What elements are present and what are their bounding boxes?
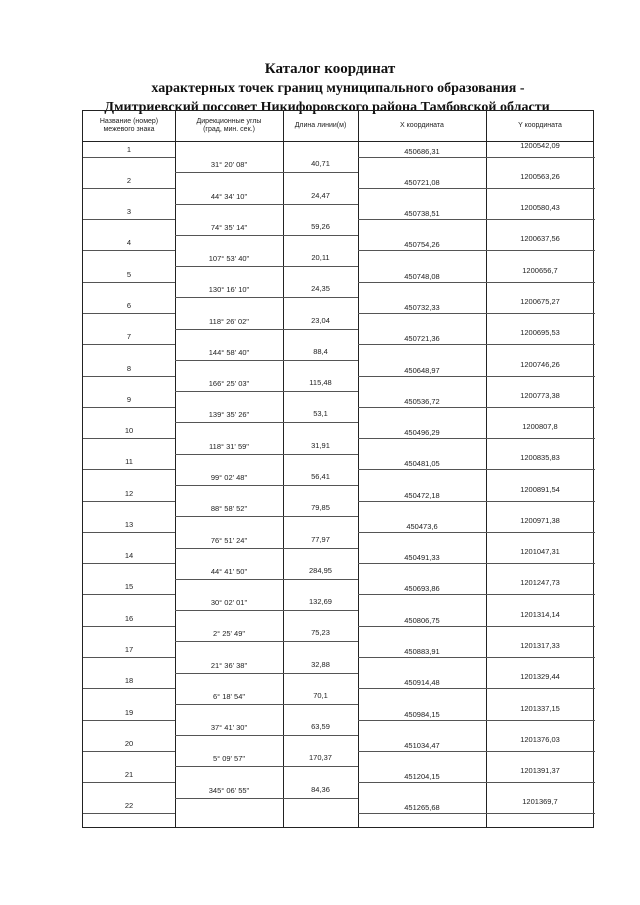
row-divider [83, 501, 175, 502]
y-coordinate: 1200675,27 [520, 297, 560, 306]
direction-angle: 44° 34' 10" [210, 191, 248, 201]
row-divider [358, 313, 595, 314]
point-name: 2 [126, 175, 132, 185]
direction-angle: 6° 18' 54" [212, 691, 246, 701]
point-name: 14 [124, 551, 134, 561]
row-divider [83, 657, 175, 658]
line-length: 24,35 [311, 284, 330, 294]
x-coordinate: 450472,18 [404, 490, 440, 500]
header-angles: Дирекционные углы (град, мин. сек.) [196, 118, 262, 133]
row-divider [358, 376, 595, 377]
x-coordinate: 451204,15 [404, 772, 440, 782]
row-divider [358, 563, 595, 564]
row-divider [358, 594, 595, 595]
row-divider [358, 813, 595, 814]
y-coordinate: 1201329,44 [520, 672, 560, 682]
y-coordinate: 1200542,09 [520, 140, 560, 150]
x-coordinate: 450536,72 [404, 396, 440, 406]
row-divider [358, 532, 595, 533]
row-divider [83, 282, 175, 283]
line-length: 63,59 [311, 722, 330, 732]
direction-angle: 139° 35' 26" [208, 410, 250, 420]
row-divider [358, 688, 595, 689]
row-divider [175, 454, 358, 455]
line-length: 170,37 [309, 753, 332, 763]
row-divider [83, 250, 175, 251]
row-divider [175, 610, 358, 611]
row-divider [175, 235, 358, 236]
point-name: 17 [124, 644, 134, 654]
x-coordinate: 450732,33 [404, 303, 440, 312]
direction-angle: 31° 20' 08" [210, 160, 248, 170]
row-divider [175, 204, 358, 205]
point-name: 13 [124, 519, 134, 529]
line-length: 32,88 [311, 659, 330, 669]
header-x: X координата [400, 122, 444, 129]
title-line-1: Каталог координат [264, 61, 396, 77]
y-coordinate: 1200891,54 [520, 484, 560, 494]
row-divider [83, 407, 175, 408]
x-coordinate: 450883,91 [404, 647, 440, 656]
coordinates-table [82, 110, 594, 828]
direction-angle: 44° 41' 50" [210, 566, 248, 576]
direction-angle: 130° 16' 10" [208, 285, 250, 295]
point-name: 7 [126, 332, 132, 342]
x-coordinate: 450806,75 [404, 615, 440, 625]
row-divider [175, 766, 358, 767]
point-name: 6 [126, 300, 132, 310]
x-coordinate: 450481,05 [404, 459, 440, 469]
row-divider [358, 751, 595, 752]
row-divider [83, 313, 175, 314]
row-divider [175, 485, 358, 486]
x-coordinate: 450748,08 [404, 271, 440, 281]
point-name: 16 [124, 613, 134, 623]
row-divider [83, 751, 175, 752]
line-length: 88,4 [313, 346, 328, 356]
point-name: 20 [124, 738, 134, 748]
line-length: 53,1 [313, 409, 328, 419]
y-coordinate: 1201369,7 [522, 797, 558, 807]
point-name: 9 [126, 394, 132, 404]
direction-angle: 144° 58' 40" [208, 347, 250, 357]
row-divider [175, 172, 358, 173]
line-length: 31,91 [311, 440, 330, 450]
point-name: 11 [125, 457, 133, 467]
row-divider [175, 422, 358, 423]
point-name: 4 [126, 238, 132, 248]
row-divider [358, 219, 595, 220]
row-divider [175, 579, 358, 580]
row-divider [358, 157, 595, 158]
line-length: 77,97 [311, 534, 330, 544]
row-divider [358, 438, 595, 439]
direction-angle: 99° 02' 48" [210, 473, 248, 482]
row-divider [358, 250, 595, 251]
column-divider [283, 111, 284, 827]
row-divider [83, 782, 175, 783]
row-divider [83, 594, 175, 595]
y-coordinate: 1200773,38 [520, 390, 560, 400]
row-divider [83, 813, 175, 814]
point-name: 3 [126, 207, 132, 217]
title-line-2: характерных точек границ муниципального образования - [151, 81, 525, 96]
direction-angle: 107° 53' 40" [208, 254, 250, 264]
line-length: 284,95 [309, 565, 332, 575]
x-coordinate: 450648,97 [404, 365, 440, 375]
row-divider [175, 297, 358, 298]
y-coordinate: 1201317,33 [520, 641, 560, 650]
x-coordinate: 450473,6 [406, 521, 438, 531]
document-title [70, 60, 610, 117]
y-coordinate: 1200580,43 [520, 203, 560, 213]
row-divider [358, 720, 595, 721]
x-coordinate: 450914,48 [404, 678, 440, 688]
row-divider [175, 798, 358, 799]
line-length: 70,1 [313, 690, 328, 700]
direction-angle: 166° 25' 03" [208, 379, 250, 389]
line-length: 59,26 [311, 221, 330, 231]
row-divider [358, 782, 595, 783]
line-length: 23,04 [311, 315, 330, 325]
line-length: 79,85 [311, 503, 330, 513]
direction-angle: 118° 26' 02" [209, 316, 249, 326]
line-length: 132,69 [309, 597, 332, 607]
row-divider [358, 188, 595, 189]
point-name: 15 [124, 582, 134, 592]
x-coordinate: 450984,15 [404, 709, 440, 719]
row-divider [83, 376, 175, 377]
x-coordinate: 450693,86 [404, 584, 440, 594]
line-length: 115,48 [309, 378, 332, 388]
x-coordinate: 450686,31 [404, 146, 440, 156]
direction-angle: 5° 09' 57" [212, 754, 246, 764]
x-coordinate: 450491,33 [404, 553, 440, 563]
direction-angle: 74° 35' 14" [210, 222, 248, 232]
y-coordinate: 1200695,53 [520, 328, 560, 338]
row-divider [83, 720, 175, 721]
row-divider [83, 219, 175, 220]
row-divider [358, 344, 595, 345]
row-divider [83, 469, 175, 470]
y-coordinate: 1200835,83 [520, 453, 560, 463]
point-name: 22 [124, 801, 134, 811]
point-name: 19 [124, 707, 134, 717]
line-length: 75,23 [311, 628, 330, 638]
row-divider [83, 438, 175, 439]
row-divider [175, 360, 358, 361]
row-divider [83, 157, 175, 158]
y-coordinate: 1201337,15 [520, 703, 560, 713]
row-divider [175, 704, 358, 705]
direction-angle: 21° 36' 38" [210, 660, 248, 670]
point-name: 10 [124, 426, 134, 436]
row-divider [175, 673, 358, 674]
direction-angle: 118° 31' 59" [209, 441, 249, 451]
y-coordinate: 1200807,8 [522, 422, 558, 432]
point-name: 18 [124, 676, 134, 686]
point-name: 12 [124, 488, 134, 498]
line-length: 40,71 [311, 159, 330, 169]
header-length: Длина линии(м) [294, 122, 347, 129]
row-divider [83, 688, 175, 689]
row-divider [83, 188, 175, 189]
point-name: 5 [126, 269, 132, 279]
row-divider [175, 329, 358, 330]
row-divider [358, 626, 595, 627]
point-name: 1 [126, 144, 132, 154]
y-coordinate: 1200746,26 [520, 359, 560, 369]
row-divider [175, 548, 358, 549]
point-name: 21 [124, 770, 134, 780]
x-coordinate: 450496,29 [404, 428, 440, 438]
row-divider [175, 266, 358, 267]
y-coordinate: 1200656,7 [522, 265, 558, 275]
row-divider [83, 344, 175, 345]
direction-angle: 345° 06' 55" [208, 785, 250, 795]
direction-angle: 76° 51' 24" [210, 535, 248, 545]
direction-angle: 37° 41' 30" [210, 723, 248, 733]
line-length: 56,41 [311, 472, 330, 481]
y-coordinate: 1200637,56 [520, 234, 560, 244]
line-length: 84,36 [311, 784, 330, 794]
row-divider [175, 516, 358, 517]
title-line-3: Дмитриевский поссовет Никифоровского района Тамбовской области [104, 100, 550, 115]
column-divider [175, 111, 176, 827]
direction-angle: 30° 02' 01" [210, 598, 248, 608]
x-coordinate: 450721,36 [404, 334, 440, 344]
line-length: 24,47 [311, 190, 330, 200]
row-divider [83, 626, 175, 627]
y-coordinate: 1200971,38 [520, 515, 560, 525]
direction-angle: 2° 25' 49" [212, 629, 246, 639]
row-divider [83, 532, 175, 533]
row-divider [175, 735, 358, 736]
y-coordinate: 1200563,26 [520, 171, 560, 181]
row-divider [358, 407, 595, 408]
x-coordinate: 451265,68 [404, 803, 440, 813]
row-divider [358, 282, 595, 283]
y-coordinate: 1201376,03 [520, 734, 560, 744]
point-name: 8 [126, 363, 132, 373]
y-coordinate: 1201247,73 [520, 578, 560, 588]
row-divider [358, 469, 595, 470]
x-coordinate: 450754,26 [404, 240, 440, 250]
row-divider [175, 641, 358, 642]
row-divider [358, 657, 595, 658]
y-coordinate: 1201314,14 [520, 609, 560, 619]
header-name: Название (номер) межевого знака [99, 118, 159, 133]
row-divider [358, 501, 595, 502]
y-coordinate: 1201391,37 [520, 766, 560, 776]
direction-angle: 88° 58' 52" [210, 504, 248, 514]
row-divider [175, 391, 358, 392]
x-coordinate: 451034,47 [404, 740, 440, 750]
x-coordinate: 450738,51 [404, 209, 440, 219]
line-length: 20,11 [311, 253, 330, 263]
row-divider [83, 563, 175, 564]
x-coordinate: 450721,08 [404, 177, 440, 187]
y-coordinate: 1201047,31 [520, 547, 560, 557]
header-y: Y координата [518, 122, 562, 129]
